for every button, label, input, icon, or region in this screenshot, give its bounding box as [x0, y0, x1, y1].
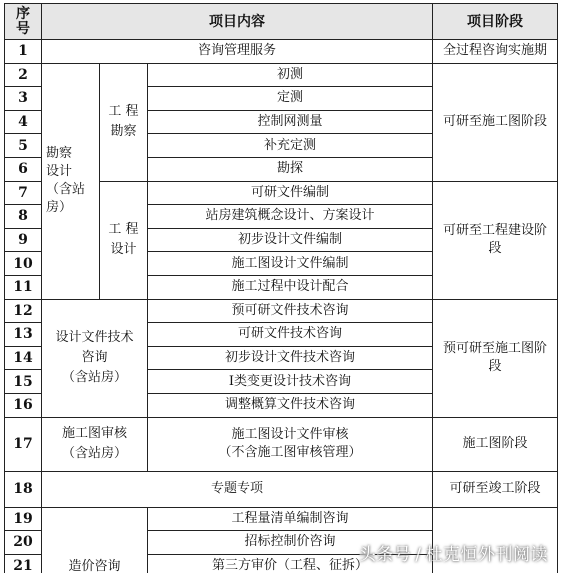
stage-survey: 可研至施工图阶段: [433, 63, 558, 181]
row-number: 20: [5, 531, 42, 555]
row-category: 施工图审核 （含站房）: [42, 417, 148, 471]
row-content: 补充定测: [148, 134, 433, 158]
row-number: 16: [5, 393, 42, 417]
row-number: 17: [5, 417, 42, 471]
row-content: 初步设计文件编制: [148, 228, 433, 252]
row-number: 1: [5, 40, 42, 64]
row-content: 第三方审价（工程、征拆）: [148, 554, 433, 573]
row-number: 13: [5, 323, 42, 347]
row-content: 可研文件编制: [148, 181, 433, 205]
table-row: [5, 299, 558, 323]
row-content: 调整概算文件技术咨询: [148, 393, 433, 417]
row-stage: 全过程咨询实施期: [433, 40, 558, 64]
row-content: 施工图设计文件编制: [148, 252, 433, 276]
watermark-platform: 头条号: [358, 545, 412, 565]
stage-design: 可研至工程建设阶 段: [433, 181, 558, 299]
row-content: 施工过程中设计配合: [148, 275, 433, 299]
row-content: 预可研文件技术咨询: [148, 299, 433, 323]
row-content: 招标控制价咨询: [148, 531, 433, 555]
table-row: [5, 471, 558, 507]
row-number: 6: [5, 157, 42, 181]
header-stage: 项目阶段: [433, 4, 558, 40]
row-number: 10: [5, 252, 42, 276]
header-index: 序 号: [5, 4, 42, 40]
row-number: 19: [5, 507, 42, 531]
row-number: 15: [5, 370, 42, 394]
row-number: 4: [5, 110, 42, 134]
group-survey-design: 勘察 设计 （含站 房）: [42, 63, 100, 299]
row-stage: 可研至竣工阶段: [433, 471, 558, 507]
row-number: 11: [5, 275, 42, 299]
table-header-row: [5, 4, 558, 40]
row-content: 可研文件技术咨询: [148, 323, 433, 347]
row-content: 勘探: [148, 157, 433, 181]
table-row: [5, 63, 558, 87]
row-content: I类变更设计技术咨询: [148, 370, 433, 394]
row-number: 9: [5, 228, 42, 252]
row-content: 专题专项: [42, 471, 433, 507]
row-number: 21: [5, 554, 42, 573]
row-content: 控制网测量: [148, 110, 433, 134]
group-engineering-design: 工 程 设计: [100, 181, 148, 299]
row-number: 18: [5, 471, 42, 507]
watermark-author: 杜克恒外刊阅读: [425, 545, 548, 565]
table-row: [5, 507, 558, 531]
row-content: 站房建筑概念设计、方案设计: [148, 205, 433, 229]
watermark: [359, 540, 548, 565]
watermark-separator: /: [415, 545, 422, 565]
row-number: 3: [5, 87, 42, 111]
row-content: 工程量清单编制咨询: [148, 507, 433, 531]
row-number: 8: [5, 205, 42, 229]
row-number: 7: [5, 181, 42, 205]
row-content: 初测: [148, 63, 433, 87]
row-content: 施工图设计文件审核 （不含施工图审核管理）: [148, 417, 433, 471]
group-design-consult: 设计文件技术 咨询 （含站房）: [42, 299, 148, 417]
row-content: 定测: [148, 87, 433, 111]
row-number: 5: [5, 134, 42, 158]
row-number: 14: [5, 346, 42, 370]
table-row: [5, 417, 558, 471]
row-number: 12: [5, 299, 42, 323]
row-number: 2: [5, 63, 42, 87]
project-table: [4, 3, 558, 573]
row-category: 造价咨询: [42, 507, 148, 573]
stage-consult: 预可研至施工图阶 段: [433, 299, 558, 417]
row-content: 咨询管理服务: [42, 40, 433, 64]
header-content: 项目内容: [42, 4, 433, 40]
group-engineering-survey: 工 程 勘察: [100, 63, 148, 181]
row-content: 初步设计文件技术咨询: [148, 346, 433, 370]
row-stage: 施工图阶段: [433, 417, 558, 471]
table-row: [5, 40, 558, 64]
